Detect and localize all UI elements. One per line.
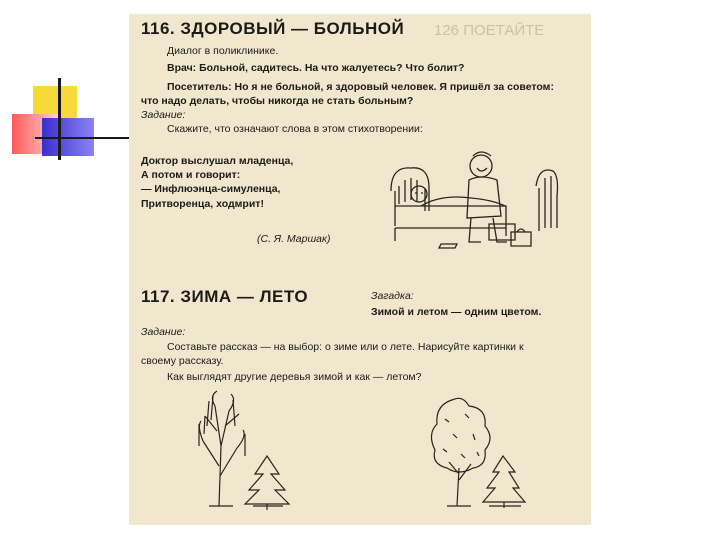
decor-vertical-line xyxy=(58,78,61,160)
task-label-116: Задание: xyxy=(141,109,186,121)
riddle-label: Загадка: xyxy=(371,290,414,302)
task-text-117-line-2: своему рассказу. xyxy=(141,355,224,367)
dialog-heading: Диалог в поликлинике. xyxy=(167,45,279,57)
task-text-117-line-3: Как выглядят другие деревья зимой и как — летом? xyxy=(167,371,422,383)
exercise-117-title: 117. ЗИМА — ЛЕТО xyxy=(141,287,309,306)
poem-line-3: — Инфлюэнца-симуленца, xyxy=(141,183,281,195)
poem-line-2: А потом и говорит: xyxy=(141,169,241,181)
summer-trees-illustration xyxy=(425,394,545,514)
task-text-117-line-1: Составьте рассказ — на выбор: о зиме или о лете. Нарисуйте картинки к xyxy=(167,341,524,353)
decor-horizontal-line xyxy=(35,137,130,139)
dialog-doctor-line: Врач: Больной, садитесь. На что жалуетесь? Что болит? xyxy=(167,62,465,74)
riddle-text: Зимой и летом — одним цветом. xyxy=(371,306,542,318)
winter-trees-illustration xyxy=(189,386,309,511)
poem-line-1: Доктор выслушал младенца, xyxy=(141,155,294,167)
poem-line-4: Притворенца, ходмрит! xyxy=(141,198,264,210)
dialog-visitor-line-1: Посетитель: Но я не больной, я здоровый человек. Я пришёл за советом: xyxy=(167,81,554,93)
task-text-116: Скажите, что означают слова в этом стихотворении: xyxy=(167,123,423,135)
dialog-visitor-line-2: что надо делать, чтобы никогда не стать больным? xyxy=(141,95,414,107)
task-label-117: Задание: xyxy=(141,326,186,338)
exercise-116-title: 116. ЗДОРОВЫЙ — БОЛЬНОЙ xyxy=(141,19,405,38)
scanned-page xyxy=(129,14,591,525)
doctor-bed-illustration xyxy=(381,136,561,256)
poem-author: (С. Я. Маршак) xyxy=(257,233,331,245)
bleed-through-text: 126 ПОЕТАЙТЕ xyxy=(434,22,545,39)
